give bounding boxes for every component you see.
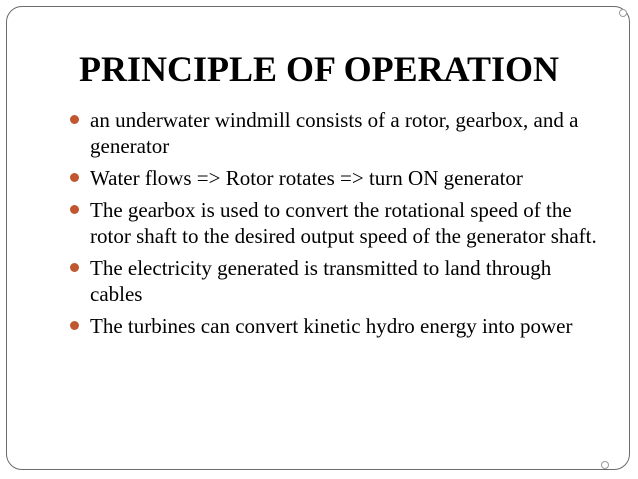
bullet-text: Water flows => Rotor rotates => turn ON generator: [90, 166, 523, 190]
bullet-icon: [70, 263, 79, 272]
bullet-text: an underwater windmill consists of a rotor, gearbox, and a generator: [90, 108, 579, 158]
bullet-item: [68, 107, 608, 159]
bullet-text: The electricity generated is transmitted to land through cables: [90, 256, 552, 306]
corner-dot-icon: [619, 9, 627, 17]
slide-title: PRINCIPLE OF OPERATION: [78, 49, 560, 89]
corner-dot-icon: [601, 461, 609, 469]
bullet-icon: [70, 115, 79, 124]
bullet-text: The turbines can convert kinetic hydro energy into power: [90, 314, 573, 338]
bullet-item: [68, 197, 608, 249]
bullet-icon: [70, 321, 79, 330]
bullet-list: [68, 107, 608, 345]
bullet-icon: [70, 173, 79, 182]
bullet-item: [68, 313, 608, 339]
bullet-text: The gearbox is used to convert the rotational speed of the rotor shaft to the desired output speed of the generator shaft.: [90, 198, 597, 248]
bullet-item: [68, 165, 608, 191]
bullet-icon: [70, 205, 79, 214]
bullet-item: [68, 255, 608, 307]
